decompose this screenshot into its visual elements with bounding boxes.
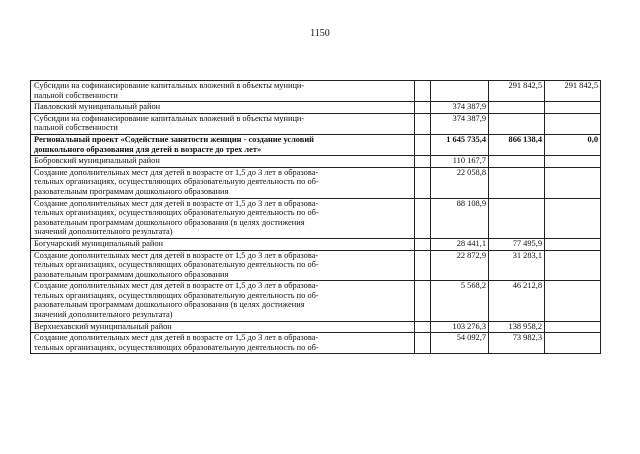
- amount-cell-3: [545, 156, 601, 168]
- amount-cell-3: [545, 102, 601, 114]
- empty-cell: [415, 321, 431, 333]
- amount-cell-3: [545, 321, 601, 333]
- row-label: Создание дополнительных мест для детей в возрасте от 1,5 до 3 лет в образова- тельных организациях, осуществляющих образовательную деятельность по об- разовательным программам дошкольного образования: [31, 167, 415, 198]
- amount-cell-2: 866 138,4: [489, 134, 545, 155]
- amount-cell-1: 22 872,9: [431, 250, 489, 281]
- empty-cell: [415, 167, 431, 198]
- amount-cell-2: 291 842,5: [489, 81, 545, 102]
- amount-cell-2: [489, 167, 545, 198]
- table-row: [31, 281, 601, 321]
- amount-cell-1: 54 092,7: [431, 333, 489, 354]
- table-row: [31, 198, 601, 238]
- amount-cell-3: [545, 167, 601, 198]
- empty-cell: [415, 81, 431, 102]
- budget-table: [30, 80, 601, 354]
- amount-cell-1: 374 387,9: [431, 113, 489, 134]
- empty-cell: [415, 333, 431, 354]
- row-label: Богучарский муниципальный район: [31, 238, 415, 250]
- table-row: [31, 250, 601, 281]
- row-label: Создание дополнительных мест для детей в возрасте от 1,5 до 3 лет в образова- тельных организациях, осуществляющих образовательную деятельность по об- разовательным программам дошкольного образования (в целях достижения значений дополнительного результата): [31, 198, 415, 238]
- empty-cell: [415, 250, 431, 281]
- amount-cell-1: 374 387,9: [431, 102, 489, 114]
- table-row: [31, 102, 601, 114]
- table-row: [31, 238, 601, 250]
- amount-cell-3: 0,0: [545, 134, 601, 155]
- amount-cell-3: [545, 238, 601, 250]
- empty-cell: [415, 102, 431, 114]
- row-label: Субсидии на софинансирование капитальных вложений в объекты муници- пальной собственности: [31, 81, 415, 102]
- amount-cell-3: [545, 281, 601, 321]
- amount-cell-3: [545, 333, 601, 354]
- table-row: [31, 113, 601, 134]
- row-label: Павловский муниципальный район: [31, 102, 415, 114]
- amount-cell-3: [545, 198, 601, 238]
- amount-cell-2: 73 982,3: [489, 333, 545, 354]
- empty-cell: [415, 113, 431, 134]
- amount-cell-2: 77 495,9: [489, 238, 545, 250]
- amount-cell-3: [545, 113, 601, 134]
- amount-cell-1: 22 058,8: [431, 167, 489, 198]
- row-label: Создание дополнительных мест для детей в возрасте от 1,5 до 3 лет в образова- тельных организациях, осуществляющих образовательную деятельность по об-: [31, 333, 415, 354]
- amount-cell-2: [489, 113, 545, 134]
- amount-cell-3: 291 842,5: [545, 81, 601, 102]
- amount-cell-2: [489, 156, 545, 168]
- amount-cell-1: 28 441,1: [431, 238, 489, 250]
- amount-cell-2: [489, 102, 545, 114]
- table-row: [31, 321, 601, 333]
- empty-cell: [415, 156, 431, 168]
- row-label: Верхнехавский муниципальный район: [31, 321, 415, 333]
- row-label: Создание дополнительных мест для детей в возрасте от 1,5 до 3 лет в образова- тельных организациях, осуществляющих образовательную деятельность по об- разовательным программам дошкольного образования (в целях достижения значений дополнительного результата): [31, 281, 415, 321]
- row-label: Субсидии на софинансирование капитальных вложений в объекты муници- пальной собственности: [31, 113, 415, 134]
- amount-cell-2: 138 958,2: [489, 321, 545, 333]
- empty-cell: [415, 281, 431, 321]
- amount-cell-2: 31 283,1: [489, 250, 545, 281]
- amount-cell-3: [545, 250, 601, 281]
- row-label: Бобровский муниципальный район: [31, 156, 415, 168]
- row-label: Региональный проект «Содействие занятости женщин - создание условий дошкольного образования для детей в возрасте до трех лет»: [31, 134, 415, 155]
- table-row: [31, 156, 601, 168]
- row-label: Создание дополнительных мест для детей в возрасте от 1,5 до 3 лет в образова- тельных организациях, осуществляющих образовательную деятельность по об- разовательным программам дошкольного образования: [31, 250, 415, 281]
- amount-cell-1: 1 645 735,4: [431, 134, 489, 155]
- amount-cell-2: 46 212,8: [489, 281, 545, 321]
- empty-cell: [415, 134, 431, 155]
- amount-cell-1: 5 568,2: [431, 281, 489, 321]
- amount-cell-1: 103 276,3: [431, 321, 489, 333]
- table-row: [31, 333, 601, 354]
- empty-cell: [415, 198, 431, 238]
- empty-cell: [415, 238, 431, 250]
- amount-cell-1: [431, 81, 489, 102]
- amount-cell-1: 110 167,7: [431, 156, 489, 168]
- table-row: [31, 167, 601, 198]
- amount-cell-1: 88 108,9: [431, 198, 489, 238]
- page-number: 1150: [310, 28, 330, 39]
- amount-cell-2: [489, 198, 545, 238]
- budget-table-body: [31, 81, 601, 354]
- table-row: [31, 81, 601, 102]
- table-row: [31, 134, 601, 155]
